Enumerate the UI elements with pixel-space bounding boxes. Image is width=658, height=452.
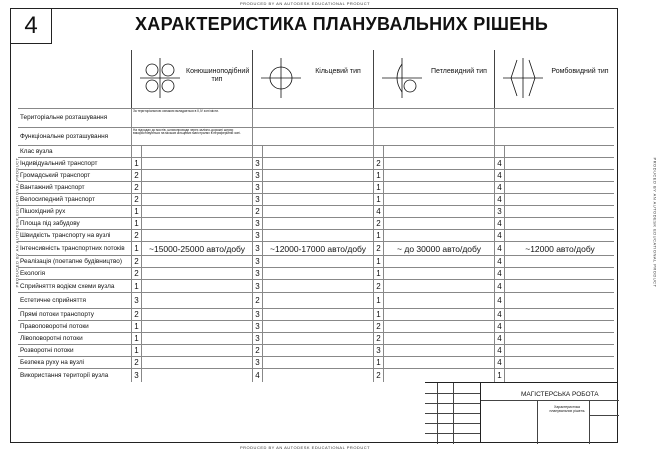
score-value: 1 xyxy=(374,293,384,307)
table-cell xyxy=(373,146,494,157)
table-row xyxy=(18,344,614,356)
table-row xyxy=(18,193,614,205)
score-value: 1 xyxy=(495,369,505,382)
table-row xyxy=(18,181,614,193)
score-value: 3 xyxy=(253,321,263,332)
criterion-label: Площа під забудову xyxy=(20,220,80,228)
edu-stamp-top: PRODUCED BY AN AUTODESK EDUCATIONAL PRODUCT xyxy=(240,1,371,6)
table-row xyxy=(18,157,614,169)
table-cell xyxy=(131,321,252,332)
score-value: 3 xyxy=(253,268,263,279)
table-cell xyxy=(373,369,494,382)
type-column-header xyxy=(131,50,252,108)
page-title: ХАРАКТЕРИСТИКА ПЛАНУВАЛЬНИХ РІШЕНЬ xyxy=(135,14,549,34)
score-value: 2 xyxy=(132,309,142,320)
score-value: 2 xyxy=(253,345,263,356)
table-cell xyxy=(373,345,494,356)
criterion-label: Безпека руху на вузлі xyxy=(20,358,84,366)
type-label: Кільцевий тип xyxy=(315,68,361,75)
table-cell xyxy=(494,109,615,127)
table-cell xyxy=(494,242,615,255)
score-value: 2 xyxy=(374,242,384,255)
score-value: 2 xyxy=(132,194,142,205)
table-cell xyxy=(494,309,615,320)
criterion-label: Лівоповоротні потоки xyxy=(20,334,83,342)
intensity-value: ~ до 30000 авто/добу xyxy=(397,243,481,254)
table-row xyxy=(18,308,614,320)
table-cell xyxy=(494,268,615,279)
score-value: 1 xyxy=(132,280,142,292)
table-cell xyxy=(373,128,494,146)
interchange-diagram-icon xyxy=(138,56,182,105)
table-cell xyxy=(131,369,252,382)
table-cell xyxy=(494,170,615,181)
score-value: 2 xyxy=(132,182,142,193)
score-value: 4 xyxy=(495,194,505,205)
score-value xyxy=(495,146,505,157)
table-cell xyxy=(252,218,373,229)
table-cell xyxy=(373,321,494,332)
table-cell xyxy=(494,128,615,146)
table-cell xyxy=(494,369,615,382)
score-value xyxy=(132,146,142,157)
score-value: 3 xyxy=(495,206,505,217)
table-cell xyxy=(252,293,373,307)
table-cell xyxy=(494,345,615,356)
score-value: 3 xyxy=(253,333,263,344)
score-value: 1 xyxy=(374,256,384,267)
score-value: 4 xyxy=(495,321,505,332)
intensity-value: ~12000 авто/добу xyxy=(525,243,595,254)
intensity-value: ~15000-25000 авто/добу xyxy=(149,243,245,254)
table-cell xyxy=(373,242,494,255)
table-cell xyxy=(252,170,373,181)
type-label: Конюшиноподібний тип xyxy=(186,68,250,83)
criterion-label: Розворотні потоки xyxy=(20,346,74,354)
table-cell xyxy=(252,369,373,382)
sheet-number: 4 xyxy=(11,9,52,44)
table-row xyxy=(18,368,614,382)
score-value: 4 xyxy=(495,309,505,320)
table-cell xyxy=(131,256,252,267)
table-cell xyxy=(373,268,494,279)
edu-stamp-right: PRODUCED BY AN AUTODESK EDUCATIONAL PRODUCT xyxy=(652,157,658,288)
table-row xyxy=(18,169,614,181)
criterion-label: Вантажний транспорт xyxy=(20,184,85,192)
table-cell xyxy=(131,218,252,229)
table-cell xyxy=(373,230,494,241)
table-cell xyxy=(373,256,494,267)
table-cell xyxy=(373,333,494,344)
score-value: 3 xyxy=(132,369,142,382)
table-cell xyxy=(131,333,252,344)
score-value: 3 xyxy=(253,357,263,368)
score-value: 3 xyxy=(253,182,263,193)
table-cell xyxy=(252,309,373,320)
score-value: 1 xyxy=(132,242,142,255)
wide-description: На підходах до мостів, шляхопроводи через залізно-дорожні шляхи використовуються на міських кільцевих магістралях в периферійній зоні. xyxy=(131,128,252,146)
score-value: 3 xyxy=(253,242,263,255)
criterion-label: Інтенсивність транспортних потоків xyxy=(20,245,125,253)
score-value: 2 xyxy=(132,170,142,181)
criterion-label: Сприйняття водієм схеми вузла xyxy=(20,282,115,290)
table-cell xyxy=(252,268,373,279)
table-cell xyxy=(131,194,252,205)
table-row xyxy=(18,127,614,146)
table-cell xyxy=(494,357,615,368)
table-row xyxy=(18,267,614,279)
criterion-label: Естетичне сприйняття xyxy=(20,297,86,305)
table-cell xyxy=(252,345,373,356)
table-cell xyxy=(252,128,373,146)
criterion-label: Територіальне розташування xyxy=(20,114,108,122)
interchange-diagram-icon xyxy=(259,56,303,105)
table-cell xyxy=(252,242,373,255)
table-row xyxy=(18,108,614,127)
table-cell xyxy=(373,293,494,307)
interchange-diagram-icon xyxy=(501,56,545,105)
score-value: 1 xyxy=(374,182,384,193)
table-cell xyxy=(131,182,252,193)
table-cell xyxy=(252,357,373,368)
table-cell xyxy=(131,293,252,307)
wide-description: За територіальною ознакою вкладається в ІІ,ІV зоні місти. xyxy=(131,109,252,127)
score-value: 1 xyxy=(374,170,384,181)
table-cell xyxy=(494,218,615,229)
table-row xyxy=(18,229,614,241)
table-cell xyxy=(373,158,494,169)
table-cell xyxy=(494,256,615,267)
table-cell xyxy=(252,146,373,157)
table-cell xyxy=(373,182,494,193)
criterion-label: Громадський транспорт xyxy=(20,172,91,180)
revision-stamp xyxy=(425,382,480,443)
score-value: 4 xyxy=(495,293,505,307)
type-column-header xyxy=(373,50,494,108)
score-value: 3 xyxy=(253,218,263,229)
score-value: 2 xyxy=(374,321,384,332)
score-value: 4 xyxy=(253,369,263,382)
score-value: 3 xyxy=(253,309,263,320)
score-value: 4 xyxy=(495,333,505,344)
table-cell xyxy=(373,194,494,205)
score-value: 1 xyxy=(374,268,384,279)
score-value: 3 xyxy=(374,345,384,356)
table-cell xyxy=(131,242,252,255)
table-cell xyxy=(131,268,252,279)
score-value: 3 xyxy=(253,230,263,241)
criterion-label: Реалізація (поетапне будівництво) xyxy=(20,258,122,266)
table-cell xyxy=(131,230,252,241)
score-value: 1 xyxy=(132,158,142,169)
criterion-label: Екологія xyxy=(20,270,46,278)
table-cell xyxy=(373,357,494,368)
criterion-label: Швидкість транспорту на вузлі xyxy=(20,232,111,240)
score-value: 4 xyxy=(495,345,505,356)
score-value: 2 xyxy=(132,230,142,241)
criterion-label: Функціональне розташування xyxy=(20,132,109,140)
score-value: 2 xyxy=(374,158,384,169)
table-cell xyxy=(494,146,615,157)
table-cell xyxy=(494,321,615,332)
table-cell xyxy=(131,357,252,368)
table-cell xyxy=(252,333,373,344)
table-cell xyxy=(373,170,494,181)
criterion-label: Використання території вузла xyxy=(20,371,109,379)
table-row xyxy=(18,255,614,267)
table-cell xyxy=(373,280,494,292)
score-value: 3 xyxy=(253,158,263,169)
score-value: 1 xyxy=(374,194,384,205)
score-value: 4 xyxy=(495,280,505,292)
score-value xyxy=(374,146,384,157)
type-column-header xyxy=(252,50,373,108)
score-value: 1 xyxy=(132,345,142,356)
table-cell xyxy=(252,321,373,332)
score-value: 4 xyxy=(495,170,505,181)
score-value: 1 xyxy=(374,309,384,320)
table-cell xyxy=(494,158,615,169)
table-cell xyxy=(131,158,252,169)
table-cell xyxy=(131,170,252,181)
score-value: 2 xyxy=(374,218,384,229)
edu-stamp-bottom: PRODUCED BY AN AUTODESK EDUCATIONAL PRODUCT xyxy=(240,445,371,450)
table-cell xyxy=(131,206,252,217)
table-row xyxy=(18,205,614,217)
score-value: 2 xyxy=(132,268,142,279)
table-cell xyxy=(252,280,373,292)
title-block-title: МАГІСТЕРСЬКА РОБОТА xyxy=(521,391,599,398)
table-row xyxy=(18,279,614,292)
title-block xyxy=(480,382,618,443)
table-cell xyxy=(131,345,252,356)
score-value: 2 xyxy=(253,206,263,217)
table-row xyxy=(18,356,614,368)
score-value: 4 xyxy=(374,206,384,217)
table-cell xyxy=(494,230,615,241)
score-value: 4 xyxy=(495,357,505,368)
table-cell xyxy=(373,309,494,320)
score-value: 2 xyxy=(132,256,142,267)
table-row xyxy=(18,320,614,332)
table-cell xyxy=(252,206,373,217)
criterion-label: Клас вузла xyxy=(20,148,53,156)
interchange-diagram-icon xyxy=(380,56,424,105)
score-value: 4 xyxy=(495,218,505,229)
score-value: 2 xyxy=(374,369,384,382)
criterion-label: Правоповоротні потоки xyxy=(20,322,89,330)
table-row xyxy=(18,292,614,307)
score-value: 4 xyxy=(495,230,505,241)
score-value: 3 xyxy=(253,280,263,292)
score-value xyxy=(253,146,263,157)
criterion-label: Прямі потоки транспорту xyxy=(20,310,94,318)
score-value: 4 xyxy=(495,256,505,267)
type-label: Ромбовидний тип xyxy=(551,68,609,75)
score-value: 2 xyxy=(253,293,263,307)
score-value: 3 xyxy=(253,256,263,267)
type-column-header xyxy=(494,50,615,108)
table-row xyxy=(18,241,614,255)
table-cell xyxy=(131,146,252,157)
table-cell xyxy=(494,206,615,217)
table-cell xyxy=(131,309,252,320)
table-cell xyxy=(131,280,252,292)
criterion-label: Пішохідний рух xyxy=(20,208,66,216)
score-value: 2 xyxy=(374,333,384,344)
table-row xyxy=(18,332,614,344)
table-cell xyxy=(252,109,373,127)
title-block-subtitle: Характеристика планувальних рішень xyxy=(549,405,585,413)
score-value: 4 xyxy=(495,268,505,279)
table-cell xyxy=(252,256,373,267)
table-cell xyxy=(252,194,373,205)
score-value: 1 xyxy=(132,206,142,217)
score-value: 4 xyxy=(495,158,505,169)
score-value: 1 xyxy=(132,321,142,332)
table-cell xyxy=(494,280,615,292)
score-value: 2 xyxy=(132,357,142,368)
score-value: 3 xyxy=(253,194,263,205)
score-value: 3 xyxy=(132,293,142,307)
criterion-label: Індивідуальний транспорт xyxy=(20,160,98,168)
table-cell xyxy=(373,206,494,217)
table-row xyxy=(18,145,614,157)
table-cell xyxy=(373,109,494,127)
score-value: 1 xyxy=(374,230,384,241)
table-cell xyxy=(252,158,373,169)
intensity-value: ~12000-17000 авто/добу xyxy=(270,243,366,254)
criterion-label: Велосипедний транспорт xyxy=(20,196,95,204)
table-cell xyxy=(252,230,373,241)
score-value: 1 xyxy=(132,333,142,344)
score-value: 3 xyxy=(253,170,263,181)
table-cell xyxy=(252,182,373,193)
table-cell xyxy=(494,182,615,193)
edu-stamp-left: PRODUCED BY AN AUTODESK EDUCATIONAL PRODUCT xyxy=(14,157,20,288)
table-cell xyxy=(494,333,615,344)
score-value: 4 xyxy=(495,182,505,193)
score-value: 1 xyxy=(374,357,384,368)
score-value: 4 xyxy=(495,242,505,255)
table-row xyxy=(18,217,614,229)
table-cell xyxy=(373,218,494,229)
table-cell xyxy=(494,194,615,205)
score-value: 2 xyxy=(374,280,384,292)
type-label: Петлевидний тип xyxy=(431,68,487,75)
score-value: 1 xyxy=(132,218,142,229)
table-cell xyxy=(494,293,615,307)
